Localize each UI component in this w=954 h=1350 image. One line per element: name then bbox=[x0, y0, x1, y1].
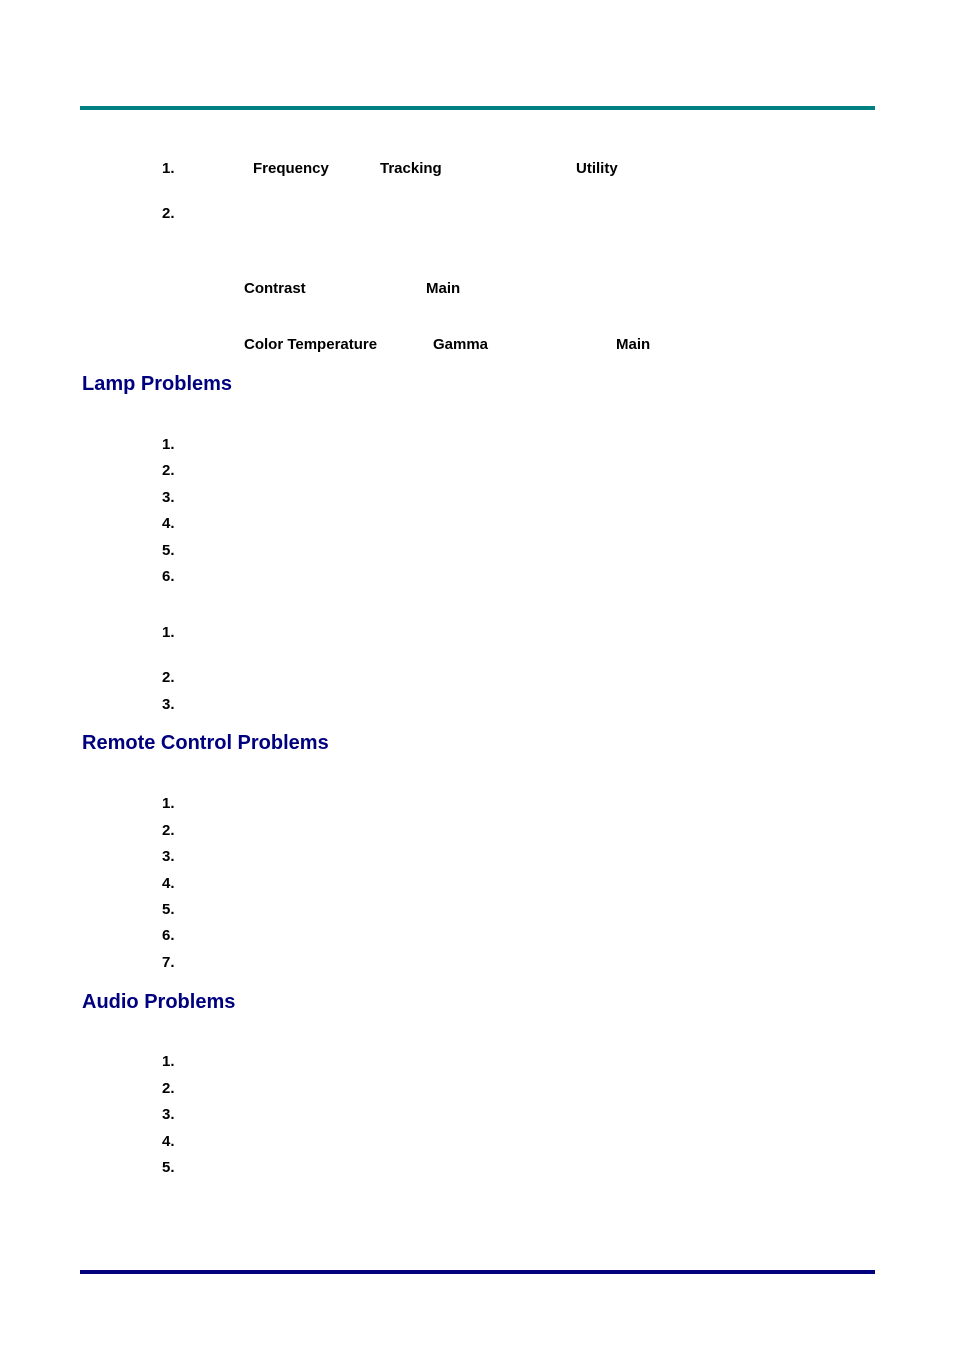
section-heading-lamp-problems: Lamp Problems bbox=[82, 373, 233, 395]
intro-item-2-number: 2. bbox=[162, 205, 175, 222]
lamp-list-a-number: 6. bbox=[162, 568, 175, 585]
lamp-list-b-number: 3. bbox=[162, 696, 175, 713]
term-frequency: Frequency bbox=[253, 160, 329, 177]
header-rule bbox=[80, 106, 875, 110]
footer-rule bbox=[80, 1270, 875, 1274]
lamp-list-a-number: 1. bbox=[162, 436, 175, 453]
lamp-list-a-number: 3. bbox=[162, 489, 175, 506]
section-heading-remote-control-problems: Remote Control Problems bbox=[82, 732, 329, 754]
term-color-temperature: Color Temperature bbox=[244, 336, 378, 353]
remote-list-number: 2. bbox=[162, 822, 175, 839]
remote-list-number: 5. bbox=[162, 901, 175, 918]
remote-list-number: 1. bbox=[162, 795, 175, 812]
term-utility: Utility bbox=[576, 160, 618, 177]
term-gamma: Gamma bbox=[433, 336, 489, 353]
remote-list-number: 3. bbox=[162, 848, 175, 865]
audio-list-number: 1. bbox=[162, 1053, 175, 1070]
lamp-list-a-number: 4. bbox=[162, 515, 175, 532]
term-main: Main bbox=[426, 280, 461, 297]
remote-list-number: 7. bbox=[162, 954, 175, 971]
lamp-list-a-number: 2. bbox=[162, 462, 175, 479]
section-heading-audio-problems: Audio Problems bbox=[82, 991, 236, 1013]
term-contrast: Contrast bbox=[244, 280, 306, 297]
term-main: Main bbox=[616, 336, 651, 353]
audio-list-number: 2. bbox=[162, 1080, 175, 1097]
lamp-list-b-number: 2. bbox=[162, 669, 175, 686]
lamp-list-a-number: 5. bbox=[162, 542, 175, 559]
remote-list-number: 6. bbox=[162, 927, 175, 944]
audio-list-number: 4. bbox=[162, 1133, 175, 1150]
remote-list-number: 4. bbox=[162, 875, 175, 892]
intro-item-1-number: 1. bbox=[162, 160, 175, 177]
term-tracking: Tracking bbox=[380, 160, 442, 177]
lamp-list-b-number: 1. bbox=[162, 624, 175, 641]
audio-list-number: 5. bbox=[162, 1159, 175, 1176]
audio-list-number: 3. bbox=[162, 1106, 175, 1123]
